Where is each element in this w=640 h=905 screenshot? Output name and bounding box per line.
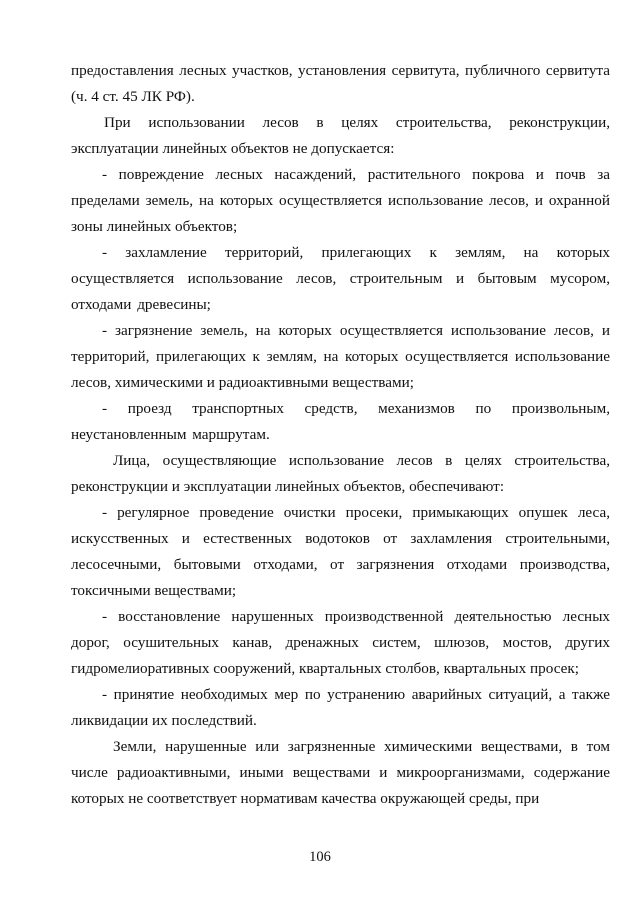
list-item-driving: - проезд транспортных средств, механизмов по произвольным, неустановленным маршрутам. (71, 400, 610, 443)
page-number: 106 (309, 849, 331, 865)
list-item-cleaning: - регулярное проведение очистки просеки, примыкающих опушек леса, искусственных и естественных водотоков от захламления строительными, лесосечными, бытовыми отходами, от загрязнения отходами производства, токсичными веществами; (71, 504, 610, 599)
list-item-pollution: - загрязнение земель, на которых осуществляется использование лесов, и территорий, прилегающих к землям, на которых осуществляется использование лесов, химическими и радиоактивными веществами; (71, 322, 610, 391)
paragraph-disturbed-lands: Земли, нарушенные или загрязненные химическими веществами, в том числе радиоактивными, иными веществами и микроорганизмами, содержание которых не соответствует нормативам качества окружающей среды, при (71, 738, 610, 807)
list-item-littering: - захламление территорий, прилегающих к землям, на которых осуществляется использование лесов, строительным и бытовым мусором, отходами древесины; (71, 244, 610, 313)
paragraph-obligations-intro: Лица, осуществляющие использование лесов в целях строительства, реконструкции и эксплуатации линейных объектов, обеспечивают: (71, 452, 610, 495)
list-item-emergency: - принятие необходимых мер по устранению аварийных ситуаций, а также ликвидации их последствий. (71, 686, 610, 729)
list-item-damage: - повреждение лесных насаждений, растительного покрова и почв за пределами земель, на которых осуществляется использование лесов, и охранной зоны линейных объектов; (71, 166, 610, 235)
paragraph-continuation: предоставления лесных участков, установления сервитута, публичного сервитута (ч. 4 ст. 45 ЛК РФ). (71, 62, 610, 105)
paragraph-prohibitions-intro: При использовании лесов в целях строительства, реконструкции, эксплуатации линейных объектов не допускается: (71, 114, 610, 157)
list-item-restoration: - восстановление нарушенных производственной деятельностью лесных дорог, осушительных канав, дренажных систем, шлюзов, мостов, других гидромелиоративных сооружений, квартальных столбов, квартальных просек; (71, 608, 610, 677)
document-page (71, 58, 610, 812)
